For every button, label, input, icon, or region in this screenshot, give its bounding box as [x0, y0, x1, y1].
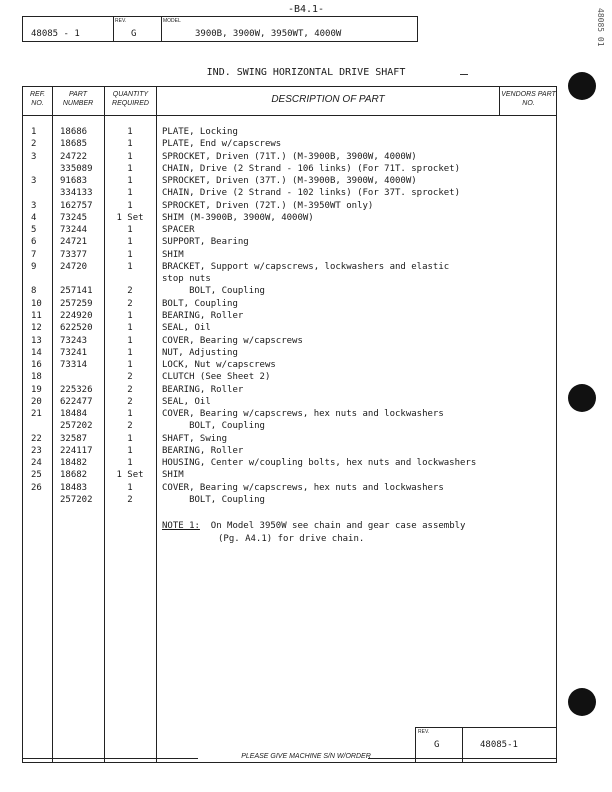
quantity-cell: 2 — [127, 372, 133, 383]
ref-cell: 9 — [31, 261, 37, 272]
table-row — [23, 446, 556, 458]
footer-text: PLEASE GIVE MACHINE S/N W/ORDER — [241, 753, 371, 760]
description-cell: CHAIN, Drive (2 Strand - 106 links) (For 71T. sprocket) — [162, 163, 461, 174]
ref-cell: 18 — [31, 372, 42, 383]
part-number-cell: 224117 — [60, 445, 93, 456]
description-cell: SHIM — [162, 470, 184, 481]
part-number-cell: 18686 — [60, 127, 88, 137]
table-row — [23, 152, 556, 164]
note-label: NOTE 1: — [162, 521, 200, 531]
table-row — [23, 323, 556, 335]
ref-cell: 22 — [31, 433, 42, 444]
ref-cell: 26 — [31, 482, 42, 493]
description-cell: COVER, Bearing w/capscrews, hex nuts and lockwashers — [162, 482, 444, 493]
description-cell: stop nuts — [162, 274, 211, 285]
quantity-cell: 1 Set — [116, 212, 144, 223]
part-number-cell: 257202 — [60, 421, 93, 432]
rev-label: REV. — [115, 18, 127, 24]
ref-cell: 1 — [31, 127, 37, 137]
description-cell: SPROCKET, Driven (37T.) (M-3900B, 3900W, 4000W) — [162, 176, 417, 187]
table-row — [23, 434, 556, 446]
quantity-cell: 1 — [127, 360, 133, 371]
quantity-cell: 1 — [127, 310, 133, 321]
parts-table — [22, 86, 557, 763]
quantity-cell: 1 — [127, 151, 133, 162]
part-number-cell: 18483 — [60, 482, 88, 493]
ref-cell: 6 — [31, 237, 37, 248]
quantity-cell: 1 — [127, 188, 133, 199]
note-line2: (Pg. A4.1) for drive chain. — [218, 534, 365, 544]
col-ref-header: REF. NO. — [29, 91, 46, 107]
quantity-cell: 1 — [127, 200, 133, 211]
part-number-cell: 73241 — [60, 347, 88, 358]
table-row — [23, 262, 556, 274]
quantity-cell: 1 Set — [116, 470, 144, 481]
ref-cell: 13 — [31, 335, 42, 346]
description-cell: SPROCKET, Driven (71T.) (M-3900B, 3900W, 4000W) — [162, 151, 417, 162]
note — [162, 520, 465, 546]
part-number-cell: 257259 — [60, 298, 93, 309]
quantity-cell: 2 — [127, 421, 133, 432]
part-number-cell: 18685 — [60, 139, 88, 150]
table-row — [23, 311, 556, 323]
col-vendors-header: VENDORS PART NO. — [501, 91, 556, 107]
description-cell: CHAIN, Drive (2 Strand - 102 links) (For 37T. sprocket) — [162, 188, 461, 199]
part-number-cell: 18482 — [60, 458, 88, 469]
description-cell: BEARING, Roller — [162, 384, 244, 395]
part-number-cell: 24720 — [60, 261, 88, 272]
quantity-cell: 1 — [127, 261, 133, 272]
description-cell: SEAL, Oil — [162, 323, 211, 334]
ref-cell: 3 — [31, 200, 37, 211]
part-number-cell: 622477 — [60, 396, 93, 407]
ref-cell: 21 — [31, 409, 42, 420]
ref-cell: 3 — [31, 151, 37, 162]
quantity-cell: 1 — [127, 176, 133, 187]
part-number-cell: 32587 — [60, 433, 88, 444]
table-row — [23, 348, 556, 360]
parts-rows — [23, 127, 556, 507]
quantity-cell: 2 — [127, 286, 133, 297]
description-cell: PLATE, Locking — [162, 127, 238, 137]
part-number-cell: 73244 — [60, 225, 88, 236]
description-cell: BOLT, Coupling — [162, 286, 265, 297]
rev-value: G — [131, 29, 137, 39]
ref-cell: 10 — [31, 298, 42, 309]
description-cell: HOUSING, Center w/coupling bolts, hex nuts and lockwashers — [162, 458, 477, 469]
table-row — [23, 372, 556, 384]
table-row — [23, 397, 556, 409]
part-number-cell: 73377 — [60, 249, 88, 260]
model-label: MODEL — [163, 18, 181, 24]
model-list: 3900B, 3900W, 3950WT, 4000W — [195, 29, 342, 39]
description-cell: SHIM (M-3900B, 3900W, 4000W) — [162, 212, 314, 223]
quantity-cell: 1 — [127, 163, 133, 174]
ref-cell: 4 — [31, 212, 37, 223]
ref-cell: 25 — [31, 470, 42, 481]
ref-cell: 16 — [31, 360, 42, 371]
description-cell: BEARING, Roller — [162, 445, 244, 456]
ref-cell: 12 — [31, 323, 42, 334]
description-cell: SPROCKET, Driven (72T.) (M-3950WT only) — [162, 200, 374, 211]
ref-cell: 23 — [31, 445, 42, 456]
binder-hole-middle — [568, 384, 596, 412]
table-row — [23, 360, 556, 372]
col-qty-header: QUANTITY REQUIRED — [112, 91, 149, 107]
table-row — [23, 201, 556, 213]
quantity-cell: 1 — [127, 433, 133, 444]
description-cell: COVER, Bearing w/capscrews, hex nuts and lockwashers — [162, 409, 444, 420]
note-line1: On Model 3950W see chain and gear case assembly — [210, 521, 466, 531]
description-cell: BOLT, Coupling — [162, 421, 265, 432]
part-number-cell: 73314 — [60, 360, 88, 371]
ref-cell: 14 — [31, 347, 42, 358]
ref-cell: 20 — [31, 396, 42, 407]
part-number-cell: 622520 — [60, 323, 93, 334]
table-row — [23, 336, 556, 348]
table-row — [23, 495, 556, 507]
description-cell: COVER, Bearing w/capscrews — [162, 335, 303, 346]
table-row — [23, 274, 556, 286]
quantity-cell: 1 — [127, 323, 133, 334]
description-cell: SEAL, Oil — [162, 396, 211, 407]
col-part-header: PART NUMBER — [62, 91, 94, 107]
quantity-cell: 2 — [127, 494, 133, 505]
part-number-cell: 91683 — [60, 176, 88, 187]
ref-cell: 7 — [31, 249, 37, 260]
doc-number: 48085 - 1 — [31, 29, 80, 39]
ref-cell: 19 — [31, 384, 42, 395]
table-row — [23, 225, 556, 237]
binder-hole-bottom — [568, 688, 596, 716]
quantity-cell: 1 — [127, 225, 133, 236]
table-row — [23, 385, 556, 397]
description-cell: BOLT, Coupling — [162, 298, 238, 309]
part-number-cell: 257202 — [60, 494, 93, 505]
table-row — [23, 188, 556, 200]
quantity-cell: 1 — [127, 482, 133, 493]
table-row — [23, 421, 556, 433]
quantity-cell: 1 — [127, 458, 133, 469]
quantity-cell: 1 — [127, 127, 133, 137]
part-number-cell: 225326 — [60, 384, 93, 395]
description-cell: BEARING, Roller — [162, 310, 244, 321]
part-number-cell: 334133 — [60, 188, 93, 199]
description-cell: SHIM — [162, 249, 184, 260]
table-row — [23, 176, 556, 188]
table-row — [23, 286, 556, 298]
ref-cell: 8 — [31, 286, 37, 297]
table-row — [23, 164, 556, 176]
part-number-cell: 24721 — [60, 237, 88, 248]
table-row — [23, 127, 556, 139]
quantity-cell: 1 — [127, 347, 133, 358]
quantity-cell: 1 — [127, 445, 133, 456]
title-dash — [460, 74, 468, 75]
description-cell: SPACER — [162, 225, 195, 236]
part-number-cell: 18682 — [60, 470, 88, 481]
table-row — [23, 139, 556, 151]
ref-cell: 5 — [31, 225, 37, 236]
quantity-cell: 1 — [127, 237, 133, 248]
table-row — [23, 237, 556, 249]
part-number-cell: 335089 — [60, 163, 93, 174]
quantity-cell: 1 — [127, 249, 133, 260]
part-number-cell: 73243 — [60, 335, 88, 346]
page-number: -B4.1- — [287, 4, 325, 15]
header-box — [22, 16, 418, 42]
ref-cell: 11 — [31, 310, 42, 321]
table-row — [23, 458, 556, 470]
footer-rev-label: REV. — [418, 729, 430, 735]
description-cell: CLUTCH (See Sheet 2) — [162, 372, 271, 383]
part-number-cell: 24722 — [60, 151, 88, 162]
table-row — [23, 299, 556, 311]
part-number-cell: 224920 — [60, 310, 93, 321]
table-row — [23, 250, 556, 262]
description-cell: BOLT, Coupling — [162, 494, 265, 505]
footer-rev-value: G — [434, 740, 440, 750]
quantity-cell: 1 — [127, 335, 133, 346]
table-row — [23, 470, 556, 482]
ref-cell: 2 — [31, 139, 37, 150]
description-cell: SHAFT, Swing — [162, 433, 228, 444]
margin-text: 48085 01 — [596, 8, 605, 47]
section-title: IND. SWING HORIZONTAL DRIVE SHAFT — [206, 67, 406, 78]
footer-doc-number: 48085-1 — [480, 740, 518, 750]
table-row — [23, 213, 556, 225]
description-cell: LOCK, Nut w/capscrews — [162, 360, 276, 371]
quantity-cell: 1 — [127, 139, 133, 150]
table-row — [23, 483, 556, 495]
binder-hole-top — [568, 72, 596, 100]
table-row — [23, 409, 556, 421]
description-cell: PLATE, End w/capscrews — [162, 139, 282, 150]
quantity-cell: 2 — [127, 384, 133, 395]
part-number-cell: 162757 — [60, 200, 93, 211]
col-desc-header: DESCRIPTION OF PART — [271, 94, 385, 105]
ref-cell: 24 — [31, 458, 42, 469]
description-cell: BRACKET, Support w/capscrews, lockwashers and elastic — [162, 261, 450, 272]
part-number-cell: 257141 — [60, 286, 93, 297]
quantity-cell: 2 — [127, 298, 133, 309]
description-cell: NUT, Adjusting — [162, 347, 238, 358]
description-cell: SUPPORT, Bearing — [162, 237, 249, 248]
quantity-cell: 1 — [127, 409, 133, 420]
ref-cell: 3 — [31, 176, 37, 187]
quantity-cell: 2 — [127, 396, 133, 407]
part-number-cell: 73245 — [60, 212, 88, 223]
part-number-cell: 18484 — [60, 409, 88, 420]
